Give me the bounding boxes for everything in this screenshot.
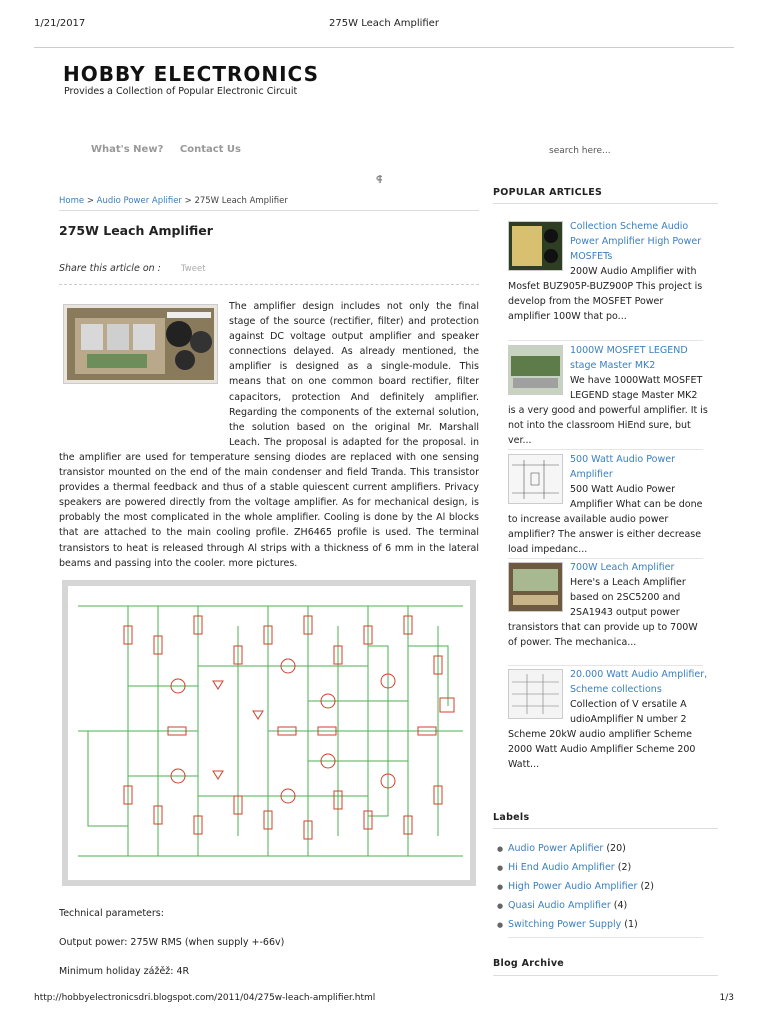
popular-articles-heading: POPULAR ARTICLES	[493, 187, 603, 198]
article-divider	[508, 340, 703, 341]
label-item: ● Quasi Audio Amplifier (4)	[497, 900, 628, 911]
article-title[interactable]: Collection Scheme Audio Power Amplifier High Power MOSFETs	[570, 221, 702, 262]
print-header	[34, 18, 734, 32]
article-snippet: We have 1000Watt MOSFET LEGEND stage Master MK2 is a very good and powerful amplifier. It is not into the classroom HiEnd sure, but ver...	[508, 375, 708, 446]
labels-bottom-divider	[508, 937, 703, 938]
print-date: 1/21/2017	[34, 18, 86, 29]
amplifier-photo[interactable]	[63, 304, 218, 384]
article-snippet: 500 Watt Audio Power Amplifier What can be done to increase available audio power amplifier? The answer is either decrease load impedanc...	[508, 484, 703, 555]
tech-output-power: Output power: 275W RMS (when supply +-66v)	[59, 937, 285, 948]
archive-divider	[493, 975, 718, 976]
post-body-text: The amplifier design includes not only the final stage of the source (rectifier, filter) and protection against DC voltage output amplifier and speaker connections delayed. As already mentioned, the amplifier is designed as a single-module. This means that on one common board rectifier, filter capacitors, protection And definitely amplifier. Regarding the components of the external solution, the solution based on the original Mr. Marshall Leach. The proposal is adapted for the proposal. in the amplifier are used for temperature sensing diodes are replaced with one sensing transistor mounted on the end of the main condenser and field Tranda. This transistor provides a thermal feedback and thus of a stable quiescent current amplifiers. Privacy speakers are powered directly from the voltage amplifier. As for mechanical design, is probably the most complicated in the whole amplifier. Cooling is done by the Al blocks that are attached to the main cooling profile. ZH6465 profile is used. The terminal transistors to heat is released through Al strips with a thickness of 6 mm in the lateral beams and passing into the cooler. more pictures.	[59, 301, 479, 569]
post-title: 275W Leach Amplifier	[59, 223, 213, 238]
main-nav	[91, 144, 254, 155]
print-footer	[34, 993, 734, 1003]
tweet-button[interactable]: Tweet	[181, 264, 206, 274]
label-count: (2)	[640, 881, 654, 892]
popular-article-4[interactable]	[508, 560, 708, 650]
popular-article-5[interactable]	[508, 667, 708, 772]
label-count: (4)	[613, 900, 628, 911]
blog-archive-heading: Blog Archive	[493, 958, 565, 969]
label-item: ● Switching Power Supply (1)	[497, 919, 638, 930]
breadcrumb-category[interactable]: Audio Power Aplifier	[96, 196, 182, 206]
label-link[interactable]: Hi End Audio Amplifier	[508, 862, 615, 873]
label-link[interactable]: Quasi Audio Amplifier	[508, 900, 611, 911]
broken-image-icon: ⸿	[376, 175, 383, 185]
article-snippet: Here's a Leach Amplifier based on 2SC5200 and 2SA1943 output power transistors that can provide up to 700W of power. The mechanica...	[508, 577, 698, 648]
article-thumbnail[interactable]	[508, 669, 563, 719]
breadcrumb-home[interactable]: Home	[59, 196, 85, 206]
site-description: Provides a Collection of Popular Electronic Circuit	[64, 86, 298, 97]
label-count: (2)	[617, 862, 632, 873]
share-label: Share this article on :	[59, 263, 161, 274]
label-item: ● Audio Power Aplifier (20)	[497, 843, 626, 854]
header-divider	[34, 47, 734, 48]
article-thumbnail[interactable]	[508, 454, 563, 504]
breadcrumb	[59, 196, 288, 206]
share-divider	[59, 284, 479, 285]
nav-item-contact-us[interactable]: Contact Us	[179, 144, 241, 155]
label-count: (1)	[624, 919, 638, 930]
breadcrumb-separator: >	[184, 196, 192, 206]
breadcrumb-divider	[59, 210, 479, 211]
label-link[interactable]: Audio Power Aplifier	[508, 843, 604, 854]
nav-item-whats-new[interactable]: What's New?	[91, 144, 164, 155]
article-divider	[508, 558, 703, 559]
article-divider	[508, 449, 703, 450]
label-link[interactable]: Switching Power Supply	[508, 919, 622, 930]
schematic-diagram[interactable]	[62, 580, 476, 886]
popular-article-2[interactable]	[508, 343, 708, 448]
article-divider	[508, 665, 703, 666]
label-link[interactable]: High Power Audio Amplifier	[508, 881, 638, 892]
label-item: ● Hi End Audio Amplifier (2)	[497, 862, 632, 873]
article-snippet: Collection of V ersatile A udioAmplifier N umber 2 Scheme 20kW audio amplifier Scheme 2000 Watt Audio Amplifier Scheme 200 Watt...	[508, 699, 696, 770]
popular-article-1[interactable]	[508, 219, 708, 324]
labels-heading: Labels	[493, 812, 530, 823]
tech-minimum-load: Minimum holiday zážěž: 4R	[59, 966, 190, 977]
label-count: (20)	[606, 843, 626, 854]
site-title[interactable]: HOBBY ELECTRONICS	[63, 62, 320, 86]
article-snippet: 200W Audio Amplifier with Mosfet BUZ905P-BUZ900P This project is develop from the MOSFET Power amplifier 100W that po...	[508, 266, 703, 322]
breadcrumb-separator: >	[86, 196, 94, 206]
search-input[interactable]: search here...	[549, 146, 611, 156]
labels-list	[497, 843, 654, 938]
label-item: ● High Power Audio Amplifier (2)	[497, 881, 654, 892]
article-title[interactable]: 1000W MOSFET LEGEND stage Master MK2	[570, 345, 688, 371]
article-thumbnail[interactable]	[508, 345, 563, 395]
labels-divider	[493, 828, 718, 829]
schematic-image	[68, 586, 470, 880]
amplifier-board-image	[67, 308, 214, 380]
print-url: http://hobbyelectronicsdri.blogspot.com/2011/04/275w-leach-amplifier.html	[34, 993, 376, 1003]
article-title[interactable]: 20.000 Watt Audio Amplifier, Scheme collections	[570, 669, 708, 695]
popular-article-3[interactable]	[508, 452, 708, 557]
tech-heading: Technical parameters:	[59, 908, 164, 919]
article-thumbnail[interactable]	[508, 562, 563, 612]
article-thumbnail[interactable]	[508, 221, 563, 271]
article-title[interactable]: 500 Watt Audio Power Amplifier	[570, 454, 675, 480]
article-title[interactable]: 700W Leach Amplifier	[570, 562, 675, 573]
sidebar-divider	[493, 203, 718, 204]
print-page-number: 1/3	[719, 993, 734, 1003]
breadcrumb-current: 275W Leach Amplifier	[194, 196, 288, 206]
print-title: 275W Leach Amplifier	[329, 18, 439, 29]
